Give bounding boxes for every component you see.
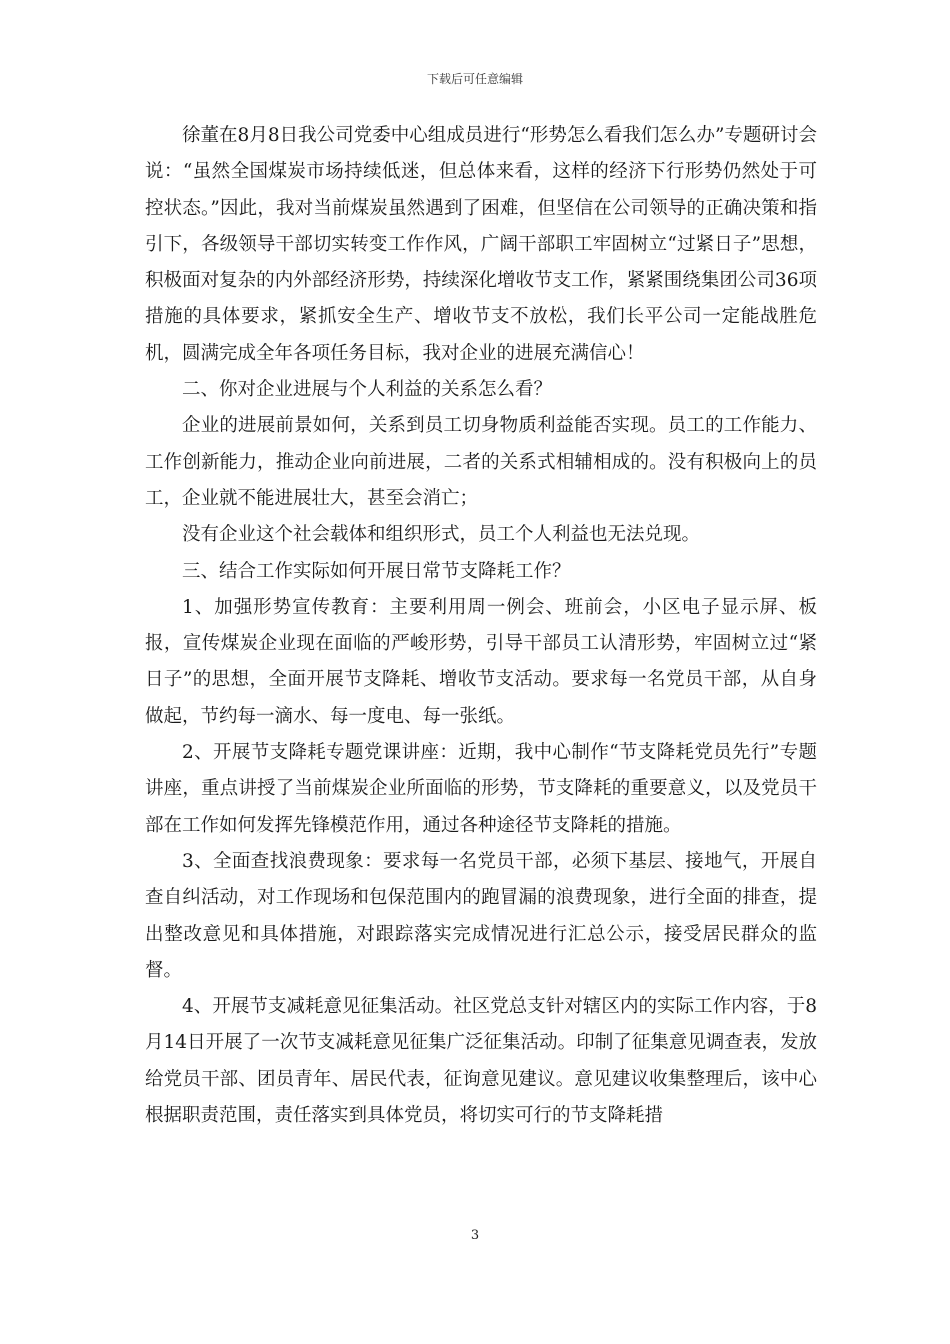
paragraph-item-3: 3、全面查找浪费现象：要求每一名党员干部，必须下基层、接地气，开展自查自纠活动，对工作现场和包保范围内的跑冒漏的浪费现象，进行全面的排查，提出整改意见和具体措施，对跟踪落实完成情况进行汇总公示，接受居民群众的监督。 [145,850,817,981]
section-heading-3: 三、结合工作实际如何开展日常节支降耗工作？ [182,560,571,582]
paragraph-item-2: 2、开展节支降耗专题党课讲座：近期，我中心制作“节支降耗党员先行”专题讲座，重点讲授了当前煤炭企业所面临的形势，节支降耗的重要意义，以及党员干部在工作如何发挥先锋模范作用，通过各种途径节支降耗的措施。 [145,742,817,836]
paragraph-intro: 徐董在8月8日我公司党委中心组成员进行“形势怎么看我们怎么办”专题研讨会说：“虽然全国煤炭市场持续低迷，但总体来看，这样的经济下行形势仍然处于可控状态。”因此，我对当前煤炭虽然遇到了困难，但坚信在公司领导的正确决策和指引下，各级领导干部切实转变工作作风，广阔干部职工牢固树立“过紧日子”思想，积极面对复杂的内外部经济形势，持续深化增收节支工作，紧紧围绕集团公司36项措施的具体要求，紧抓安全生产、增收节支不放松，我们长平公司一定能战胜危机，圆满完成全年各项任务目标，我对企业的进展充满信心！ [145,125,817,364]
section-heading-2: 二、你对企业进展与个人利益的关系怎么看？ [182,379,553,401]
paragraph-relationship-cont: 没有企业这个社会载体和组织形式，员工个人利益也无法兑现。 [182,524,701,546]
document-body [145,118,817,1134]
paragraph-item-4: 4、开展节支减耗意见征集活动。社区党总支针对辖区内的实际工作内容，于8月14日开展了一次节支减耗意见征集广泛征集活动。印制了征集意见调查表，发放给党员干部、团员青年、居民代表，征询意见建议。意见建议收集整理后，该中心根据职责范围，责任落实到具体党员，将切实可行的节支降耗措 [145,996,817,1127]
page-header: 下载后可任意编辑 [426,72,523,86]
page-number: 3 [470,1228,480,1243]
paragraph-relationship: 企业的进展前景如何，关系到员工切身物质利益能否实现。员工的工作能力、工作创新能力，推动企业向前进展，二者的关系式相辅相成的。没有积极向上的员工，企业就不能进展壮大，甚至会消亡； [145,415,817,509]
paragraph-item-1: 1、加强形势宣传教育：主要利用周一例会、班前会，小区电子显示屏、板报，宣传煤炭企业现在面临的严峻形势，引导干部员工认清形势，牢固树立过“紧日子”的思想，全面开展节支降耗、增收节支活动。要求每一名党员干部，从自身做起，节约每一滴水、每一度电、每一张纸。 [145,596,817,727]
